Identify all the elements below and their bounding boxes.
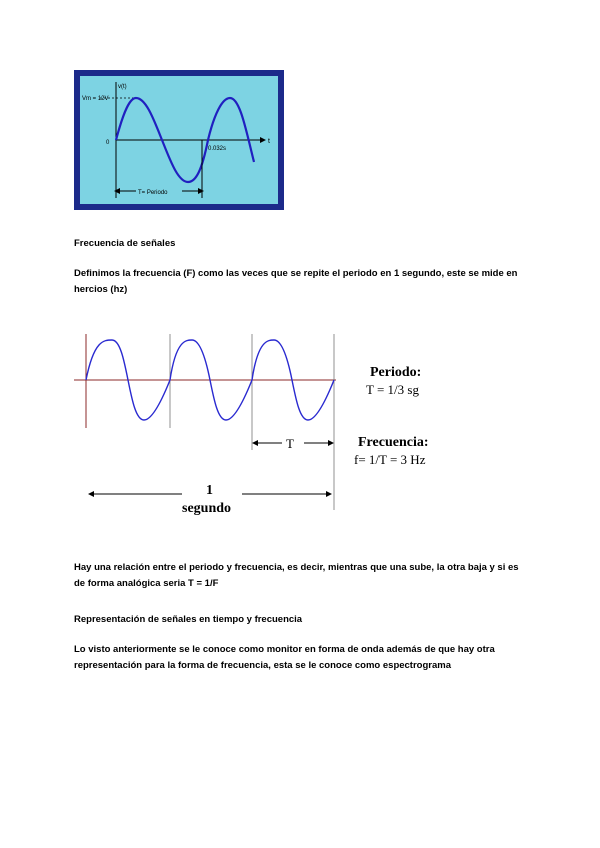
second-arrow-right-head	[326, 491, 332, 497]
paragraph-visto: Lo visto anteriormente se le conoce como monitor en forma de onda además de que hay otra representación para la forma de frecuencia, esta se le conoce como espectrograma	[74, 644, 495, 671]
t-arrow-left-head	[252, 440, 258, 446]
y-axis-label: v(t)	[118, 84, 127, 90]
paragraph-relation: Hay una relación entre el periodo y frecuencia, es decir, mientras que una sube, la otra baja y si es de forma analógica seria T = 1/F	[74, 562, 519, 589]
freq-value: f= 1/T = 3 Hz	[354, 452, 426, 467]
second-number: 1	[206, 483, 213, 498]
freq-title: Frecuencia:	[358, 435, 429, 450]
heading-representation: Representación de señales en tiempo y frecuencia	[74, 614, 303, 625]
paragraph-definition: Definimos la frecuencia (F) como las veces que se repite el periodo en 1 segundo, este se mide en hercios (hz)	[74, 268, 518, 295]
t-axis-label: t	[268, 138, 270, 145]
periodo-title: Periodo:	[370, 365, 422, 380]
amplitude-label: Vm = 12V	[82, 96, 109, 102]
time-label: 0.032s	[208, 146, 227, 152]
period-label: T= Periodo	[138, 190, 168, 196]
heading-frequency: Frecuencia de señales	[74, 238, 176, 249]
origin-label: 0	[106, 140, 110, 146]
second-arrow-left-head	[88, 491, 94, 497]
t-label: T	[286, 436, 294, 451]
periodo-value: T = 1/3 sg	[366, 382, 419, 397]
oscilloscope-sine-figure	[74, 70, 284, 210]
second-word: segundo	[182, 501, 232, 516]
frequency-figure	[70, 330, 470, 520]
t-arrow-right-head	[328, 440, 334, 446]
